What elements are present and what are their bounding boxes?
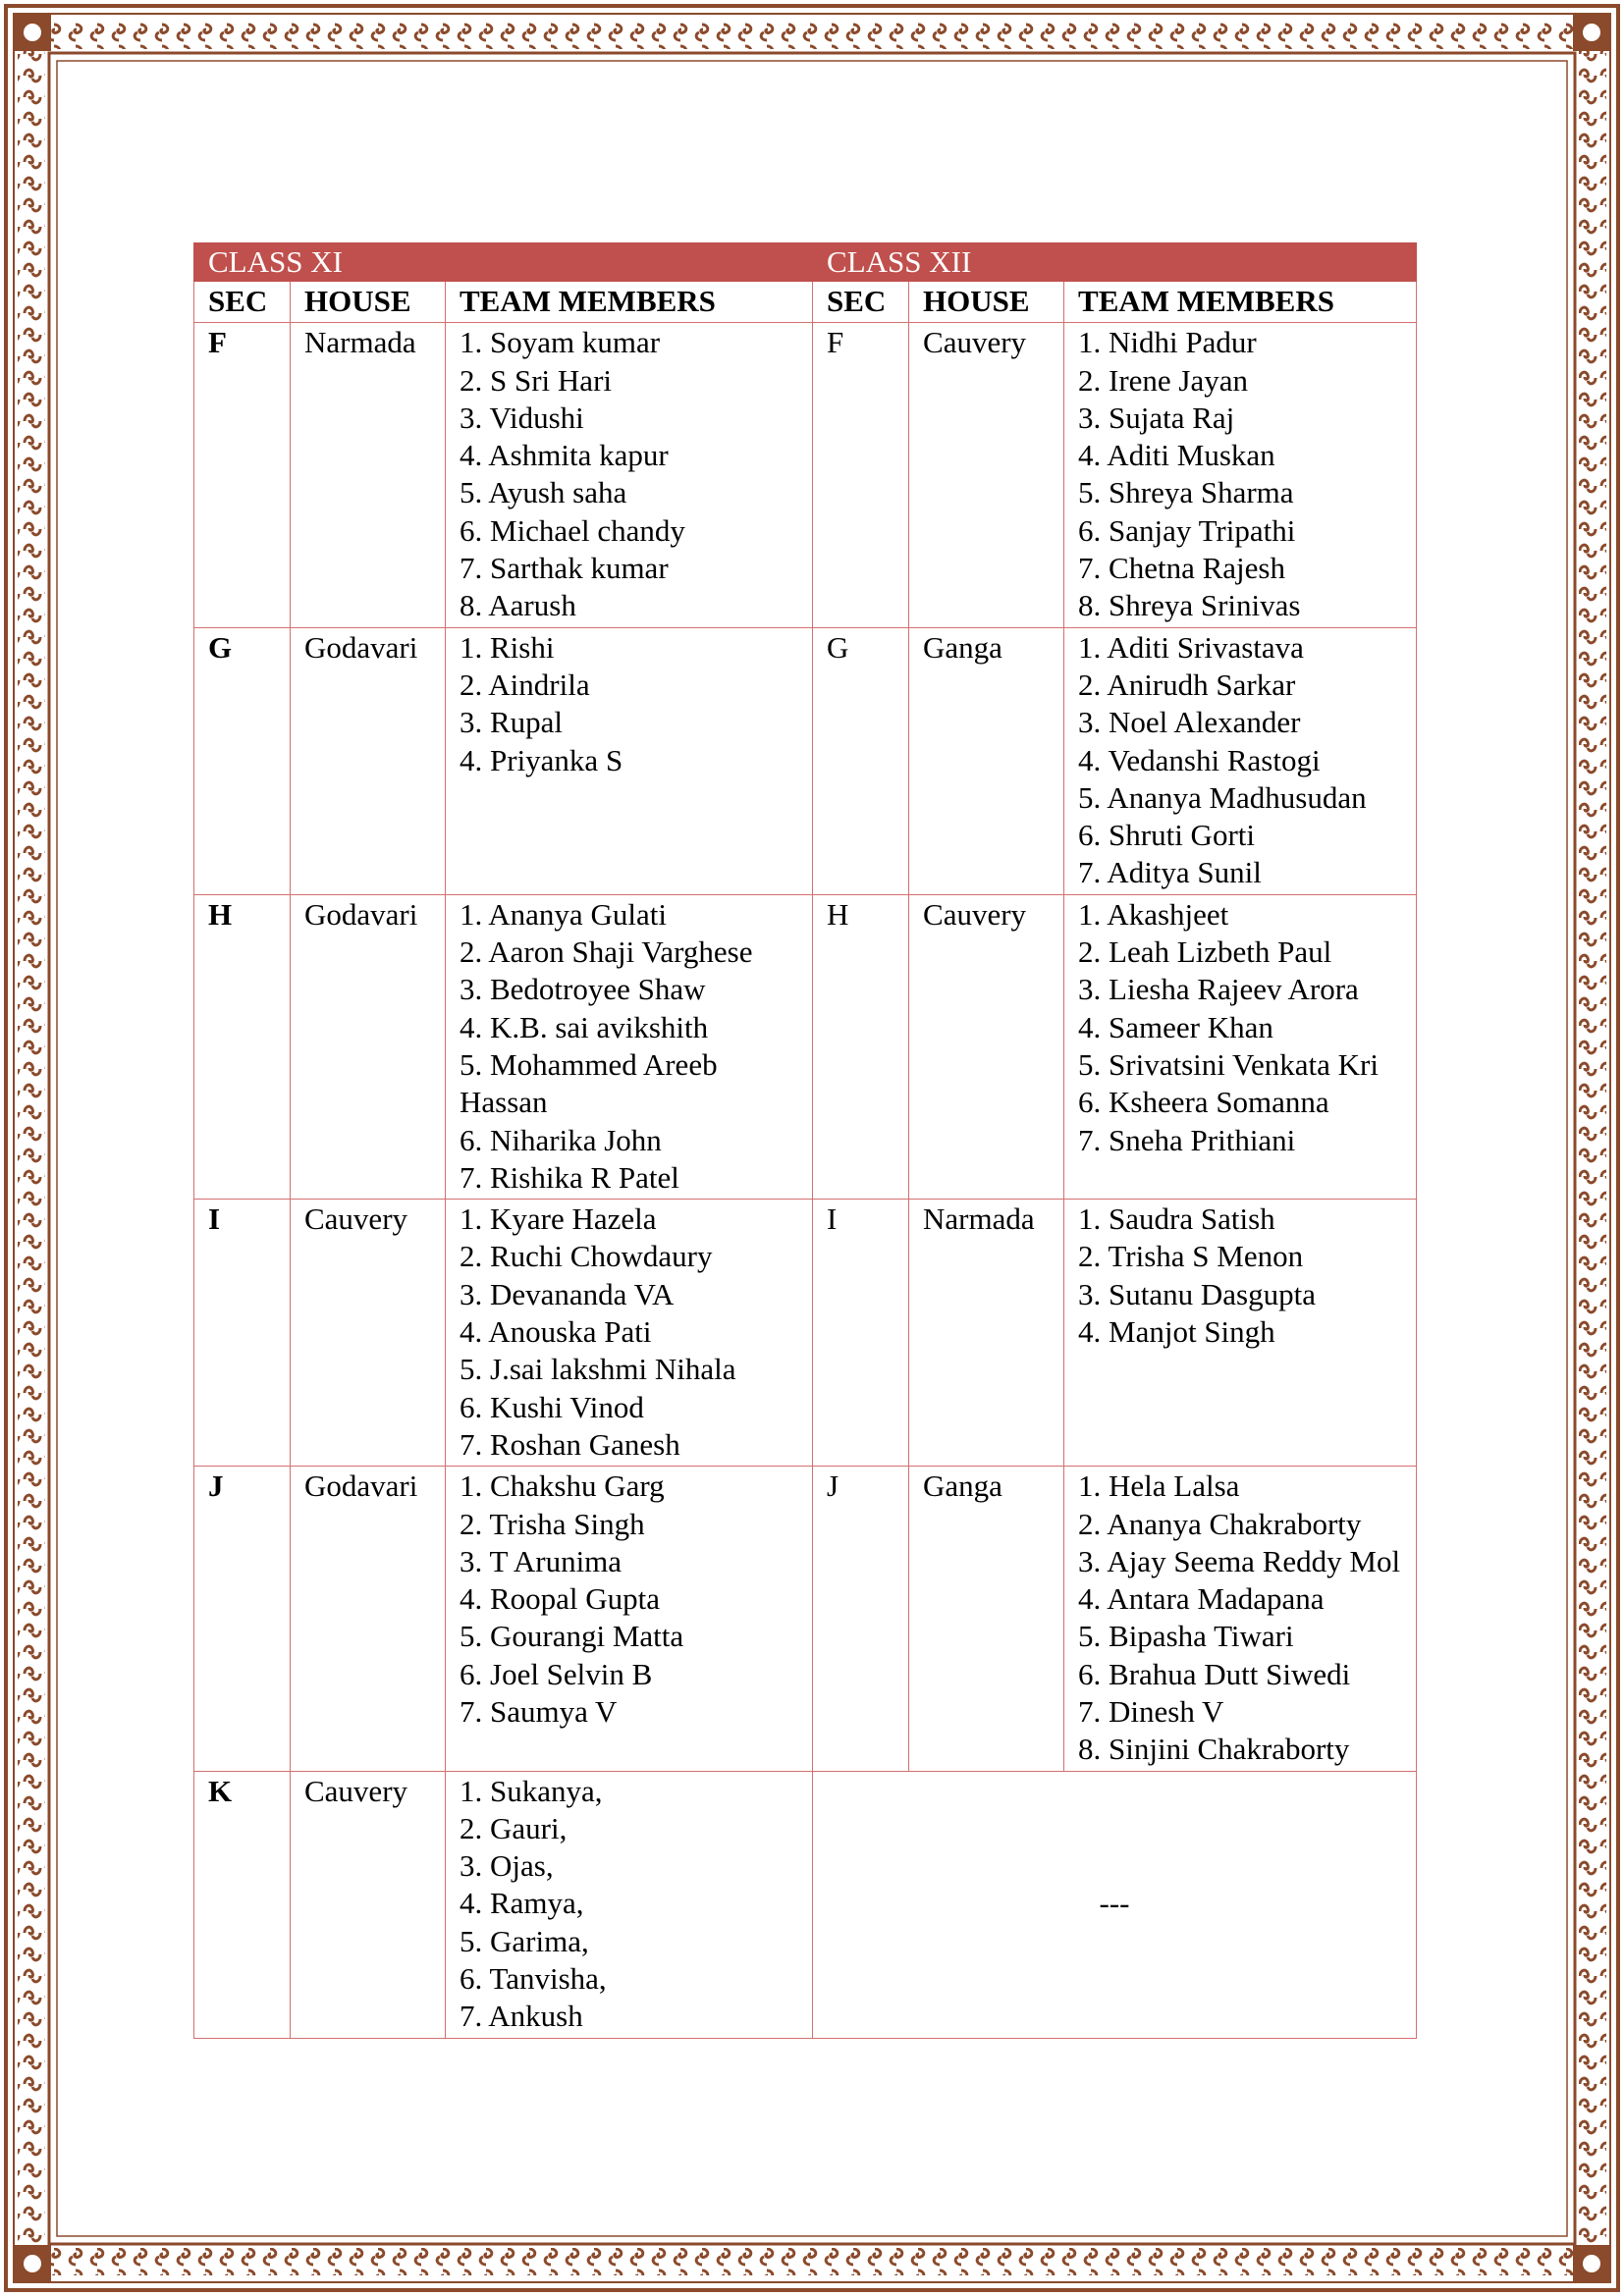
xii-empty-cell: --- (813, 1771, 1417, 2038)
member-item: 1. Kyare Hazela (460, 1201, 657, 1237)
section-row (194, 894, 1417, 1199)
xi-sec-cell: J (194, 1467, 291, 1771)
member-item: 3. Sutanu Dasgupta (1078, 1276, 1316, 1311)
class-xii-heading: CLASS XII (813, 243, 1417, 282)
xii-house-cell: Cauvery (909, 894, 1064, 1199)
member-item: 4. Priyanka S (460, 742, 623, 777)
xii-members-cell (1064, 323, 1417, 627)
member-item: 4. K.B. sai avikshith (460, 1009, 709, 1044)
xi-sec-cell: I (194, 1200, 291, 1467)
member-item: 4. Manjot Singh (1078, 1314, 1275, 1350)
xii-sec-cell: F (813, 323, 909, 627)
member-item: 6. Sanjay Tripathi (1078, 512, 1296, 548)
member-item: 4. Vedanshi Rastogi (1078, 742, 1321, 777)
member-item: 3. Liesha Rajeev Arora (1078, 972, 1359, 1007)
section-row (194, 1200, 1417, 1467)
member-item: 2. Ananya Chakraborty (1078, 1506, 1362, 1541)
member-item: 2. Aaron Shaji Varghese (460, 934, 753, 970)
member-item: 2. Trisha S Menon (1078, 1239, 1304, 1274)
sec-header: SEC (813, 282, 909, 323)
class-xi-heading: CLASS XI (194, 243, 813, 282)
member-item: 1. Aditi Srivastava (1078, 629, 1304, 665)
member-item: 3. Ajay Seema Reddy Mol (1078, 1543, 1401, 1578)
member-item: 4. Ramya, (460, 1886, 584, 1921)
xi-members-cell (446, 627, 813, 894)
xi-sec-cell: G (194, 627, 291, 894)
member-item: 3. Bedotroyee Shaw (460, 972, 706, 1007)
team-members-header: TEAM MEMBERS (446, 282, 813, 323)
member-item: 7. Chetna Rajesh (1078, 551, 1285, 586)
member-item: 6. Niharika John (460, 1122, 662, 1157)
member-item: 2. Aindrila (460, 667, 590, 702)
team-members-header: TEAM MEMBERS (1064, 282, 1417, 323)
member-item: 2. S Sri Hari (460, 362, 612, 398)
xi-sec-cell: K (194, 1771, 291, 2038)
member-item: 5. Bipasha Tiwari (1078, 1619, 1294, 1654)
member-item: 8. Sinjini Chakraborty (1078, 1732, 1350, 1767)
xi-members-cell (446, 894, 813, 1199)
member-item: 2. Irene Jayan (1078, 362, 1249, 398)
member-list (460, 1773, 798, 2036)
member-item: 7. Saumya V (460, 1693, 618, 1729)
sec-header: SEC (194, 282, 291, 323)
member-item: 3. T Arunima (460, 1543, 623, 1578)
member-item: 2. Trisha Singh (460, 1506, 645, 1541)
member-list (1078, 1201, 1402, 1351)
member-item: 6. Kushi Vinod (460, 1389, 644, 1424)
member-item: 5. J.sai lakshmi Nihala (460, 1352, 736, 1387)
xi-sec-cell: F (194, 323, 291, 627)
xi-house-cell: Narmada (291, 323, 446, 627)
member-item: 7. Roshan Ganesh (460, 1426, 680, 1462)
section-rows (194, 323, 1417, 2038)
member-item: 6. Joel Selvin B (460, 1656, 653, 1691)
member-item: 1. Sukanya, (460, 1773, 603, 1808)
member-item: 3. Rupal (460, 705, 564, 740)
member-list (460, 629, 798, 779)
xi-house-cell: Godavari (291, 894, 446, 1199)
member-item: 6. Michael chandy (460, 512, 685, 548)
member-item: 4. Roopal Gupta (460, 1581, 661, 1617)
column-header-row (194, 282, 1417, 323)
xii-house-cell: Ganga (909, 627, 1064, 894)
member-list (460, 1468, 798, 1731)
xii-house-cell: Narmada (909, 1200, 1064, 1467)
xii-members-cell (1064, 1200, 1417, 1467)
xi-sec-cell: H (194, 894, 291, 1199)
member-item: 1. Soyam kumar (460, 325, 661, 360)
member-item: 7. Aditya Sunil (1078, 855, 1262, 890)
member-item: 3. Ojas, (460, 1848, 554, 1884)
xii-members-cell (1064, 627, 1417, 894)
member-item: 1. Akashjeet (1078, 896, 1229, 932)
member-item: 3. Vidushi (460, 400, 584, 435)
section-row (194, 1771, 1417, 2038)
member-item: 3. Noel Alexander (1078, 705, 1301, 740)
xi-members-cell (446, 1771, 813, 2038)
xii-sec-cell: H (813, 894, 909, 1199)
member-item: 5. Ayush saha (460, 475, 627, 510)
member-item: 8. Aarush (460, 588, 576, 623)
section-row (194, 1467, 1417, 1771)
member-item: 1. Nidhi Padur (1078, 325, 1257, 360)
member-item: 7. Rishika R Patel (460, 1159, 679, 1195)
member-item: 6. Shruti Gorti (1078, 818, 1255, 853)
member-list (1078, 629, 1402, 892)
member-list (1078, 324, 1402, 624)
member-item: 2. Gauri, (460, 1810, 568, 1845)
member-list (460, 896, 798, 1197)
xi-house-cell: Cauvery (291, 1200, 446, 1467)
team-table (193, 242, 1417, 2039)
member-item: 4. Sameer Khan (1078, 1009, 1273, 1044)
member-item: 4. Antara Madapana (1078, 1581, 1325, 1617)
xii-sec-cell: I (813, 1200, 909, 1467)
xi-house-cell: Godavari (291, 627, 446, 894)
member-item: 3. Sujata Raj (1078, 400, 1235, 435)
member-item: 2. Ruchi Chowdaury (460, 1239, 713, 1274)
xii-sec-cell: G (813, 627, 909, 894)
xii-house-cell: Ganga (909, 1467, 1064, 1771)
xii-members-cell (1064, 1467, 1417, 1771)
member-item: 1. Rishi (460, 629, 555, 665)
xi-members-cell (446, 323, 813, 627)
member-item: 6. Ksheera Somanna (1078, 1085, 1329, 1120)
member-item: 7. Ankush (460, 1999, 583, 2034)
xi-members-cell (446, 1200, 813, 1467)
member-item: 1. Hela Lalsa (1078, 1468, 1240, 1504)
member-item: 2. Leah Lizbeth Paul (1078, 934, 1332, 970)
member-item: 5. Gourangi Matta (460, 1619, 684, 1654)
member-item: 5. Shreya Sharma (1078, 475, 1294, 510)
member-item: 1. Chakshu Garg (460, 1468, 665, 1504)
member-item: 5. Mohammed Areeb Hassan (460, 1046, 718, 1120)
xii-sec-cell: J (813, 1467, 909, 1771)
member-list (1078, 1468, 1402, 1768)
member-item: 1. Ananya Gulati (460, 896, 667, 932)
xi-members-cell (446, 1467, 813, 1771)
member-item: 3. Devananda VA (460, 1276, 675, 1311)
member-item: 7. Dinesh V (1078, 1693, 1224, 1729)
xi-house-cell: Cauvery (291, 1771, 446, 2038)
member-item: 8. Shreya Srinivas (1078, 588, 1301, 623)
member-item: 6. Tanvisha, (460, 1961, 607, 1997)
member-item: 4. Ashmita kapur (460, 438, 669, 473)
member-item: 7. Sarthak kumar (460, 551, 669, 586)
member-item: 5. Ananya Madhusudan (1078, 779, 1367, 815)
member-list (1078, 896, 1402, 1159)
member-item: 4. Aditi Muskan (1078, 438, 1275, 473)
house-header: HOUSE (291, 282, 446, 323)
member-item: 4. Anouska Pati (460, 1314, 652, 1350)
member-item: 5. Garima, (460, 1923, 589, 1958)
house-header: HOUSE (909, 282, 1064, 323)
xii-members-cell (1064, 894, 1417, 1199)
member-item: 6. Brahua Dutt Siwedi (1078, 1656, 1351, 1691)
member-item: 5. Srivatsini Venkata Kri (1078, 1046, 1379, 1082)
member-item: 1. Saudra Satish (1078, 1201, 1275, 1237)
section-row (194, 323, 1417, 627)
xii-house-cell: Cauvery (909, 323, 1064, 627)
section-row (194, 627, 1417, 894)
member-list (460, 1201, 798, 1464)
class-header-row (194, 243, 1417, 282)
member-list (460, 324, 798, 624)
member-item: 7. Sneha Prithiani (1078, 1122, 1296, 1157)
xi-house-cell: Godavari (291, 1467, 446, 1771)
member-item: 2. Anirudh Sarkar (1078, 667, 1296, 702)
